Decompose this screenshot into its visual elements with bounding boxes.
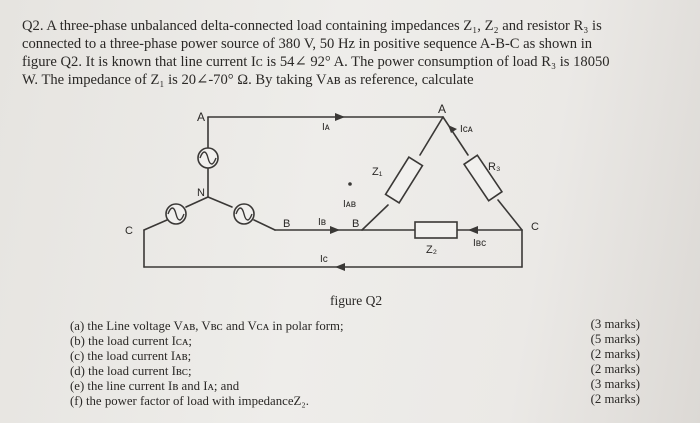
wire-delta-a-r3 bbox=[443, 117, 468, 155]
node-a-right-label: A bbox=[438, 102, 447, 116]
node-b-source-label: B bbox=[283, 218, 291, 230]
part-e: (e) the line current Iʙ and Iᴀ; and bbox=[70, 379, 240, 393]
source-a-icon bbox=[198, 148, 218, 168]
z1-impedance bbox=[386, 157, 423, 203]
ica-arrow-icon bbox=[448, 125, 457, 133]
marks-f: (2 marks) bbox=[590, 392, 640, 406]
ib-arrow-icon bbox=[330, 226, 340, 234]
source-c-icon bbox=[166, 204, 186, 224]
ic-label: Iᴄ bbox=[320, 254, 328, 265]
marks-b: (5 marks) bbox=[590, 332, 640, 346]
marks-c: (2 marks) bbox=[590, 347, 640, 361]
iab-label: Iᴀʙ bbox=[343, 199, 357, 210]
ica-label: Iᴄᴀ bbox=[460, 124, 473, 135]
source-b-icon bbox=[234, 204, 254, 224]
part-b: (b) the load current Iᴄᴀ; bbox=[70, 334, 192, 348]
wire-b-source-out bbox=[254, 220, 275, 230]
ic-arrow-icon bbox=[335, 263, 345, 271]
wire-delta-r3-c bbox=[498, 200, 522, 230]
ibc-label: Iʙᴄ bbox=[473, 238, 487, 249]
node-n-label: N bbox=[197, 187, 205, 199]
wire-c-source-out bbox=[144, 220, 167, 230]
wire-neutral-b bbox=[208, 197, 232, 207]
question-line-3: figure Q2. It is known that line current Iᴄ is 54∠ 92° A. The power consumption of load R₃ is 18050 bbox=[22, 54, 610, 70]
question-line-1: Q2. A three-phase unbalanced delta-connected load containing impedances Z₁, Z₂ and resistor R₃ is bbox=[22, 18, 602, 34]
marks-e: (3 marks) bbox=[590, 377, 640, 391]
ia-label: Iᴀ bbox=[322, 122, 330, 133]
question-line-4: W. The impedance of Z₁ is 20∠-70° Ω. By taking Vᴀʙ as reference, calculate bbox=[22, 72, 474, 88]
question-line-2: connected to a three-phase power source of 380 V, 50 Hz in positive sequence A-B-C as shown in bbox=[22, 36, 593, 52]
figure-caption: figure Q2 bbox=[330, 293, 383, 308]
part-f: (f) the power factor of load with impedanceZ₂. bbox=[70, 394, 309, 408]
node-c-right-label: C bbox=[531, 221, 539, 233]
r3-label: R₃ bbox=[488, 161, 501, 173]
wire-delta-z1-b bbox=[362, 205, 388, 230]
z2-impedance bbox=[415, 222, 457, 238]
part-d: (d) the load current Iʙᴄ; bbox=[70, 364, 192, 378]
marks-a: (3 marks) bbox=[590, 317, 640, 331]
ia-arrow-icon bbox=[335, 113, 345, 121]
marks-d: (2 marks) bbox=[590, 362, 640, 376]
node-a-left-label: A bbox=[197, 110, 206, 124]
ib-label: Iʙ bbox=[318, 217, 327, 228]
z2-label: Z₂ bbox=[426, 244, 437, 256]
part-c: (c) the load current Iᴀʙ; bbox=[70, 349, 192, 363]
ibc-arrow-icon bbox=[468, 226, 478, 234]
z1-label: Z₁ bbox=[372, 166, 383, 178]
node-c-left-label: C bbox=[125, 225, 133, 237]
part-a: (a) the Line voltage Vᴀʙ, Vʙᴄ and Vᴄᴀ in polar form; bbox=[70, 319, 344, 333]
wire-delta-a-z1 bbox=[420, 117, 443, 155]
node-b-load-label: B bbox=[352, 218, 360, 230]
iab-arrow-icon bbox=[348, 182, 352, 186]
